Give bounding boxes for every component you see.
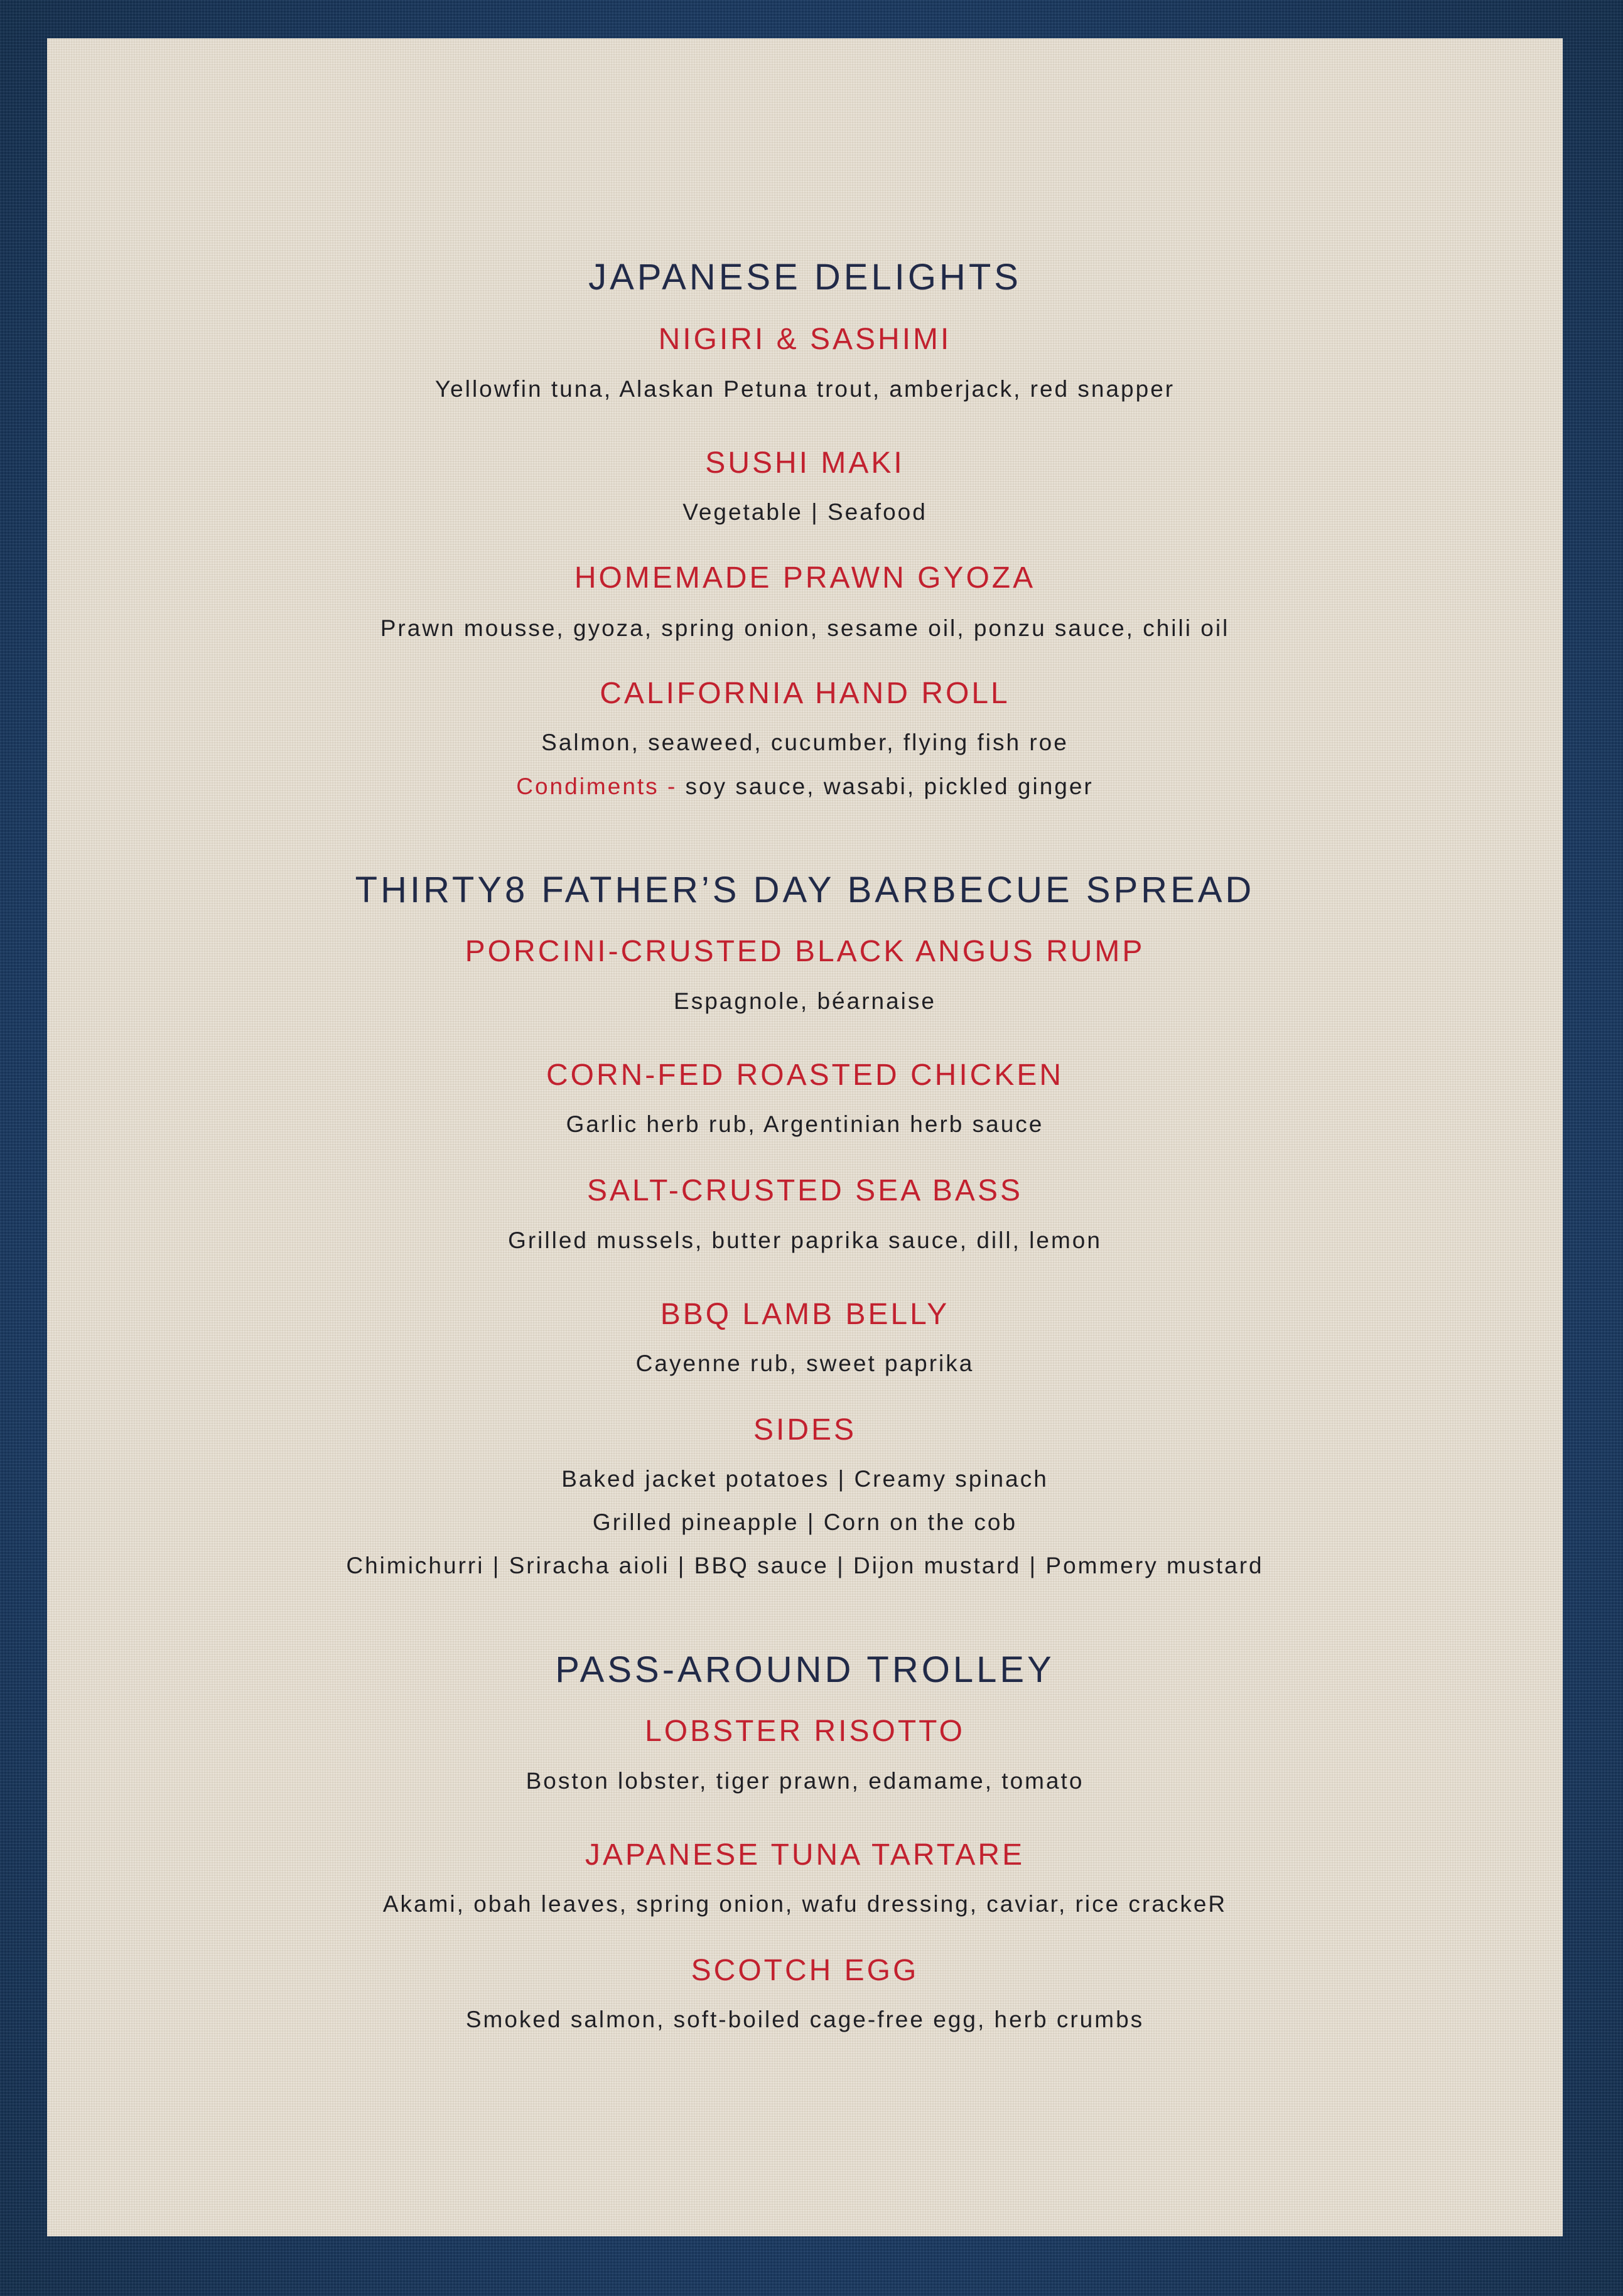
condiments-line xyxy=(47,775,1563,798)
item-desc-sides-3: Chimichurri | Sriracha aioli | BBQ sauce | Dijon mustard | Pommery mustard xyxy=(346,1553,1264,1578)
item-desc-scotch-egg: Smoked salmon, soft-boiled cage-free egg, herb crumbs xyxy=(465,2007,1145,2032)
item-desc-california-hand-roll: Salmon, seaweed, cucumber, flying fish roe xyxy=(541,730,1069,755)
item-title-roasted-chicken: CORN-FED ROASTED CHICKEN xyxy=(546,1059,1064,1092)
item-desc-lamb-belly: Cayenne rub, sweet paprika xyxy=(635,1350,974,1376)
item-title-lobster-risotto: LOBSTER RISOTTO xyxy=(645,1715,965,1748)
item-title-sushi-maki: SUSHI MAKI xyxy=(705,446,905,480)
item-desc-roasted-chicken: Garlic herb rub, Argentinian herb sauce xyxy=(566,1111,1044,1137)
item-desc-angus-rump: Espagnole, béarnaise xyxy=(674,988,936,1014)
menu-panel xyxy=(47,38,1563,2236)
item-title-sea-bass: SALT-CRUSTED SEA BASS xyxy=(587,1174,1023,1207)
item-desc-sushi-maki: Vegetable | Seafood xyxy=(682,499,927,525)
condiments-text: soy sauce, wasabi, pickled ginger xyxy=(677,773,1094,799)
condiments-label: Condiments - xyxy=(516,773,677,799)
section-title-barbecue-spread: THIRTY8 FATHER’S DAY BARBECUE SPREAD xyxy=(355,870,1255,910)
item-desc-sea-bass: Grilled mussels, butter paprika sauce, dill, lemon xyxy=(508,1227,1102,1253)
item-title-lamb-belly: BBQ LAMB BELLY xyxy=(660,1298,950,1331)
item-desc-nigiri-sashimi: Yellowfin tuna, Alaskan Petuna trout, amberjack, red snapper xyxy=(434,376,1175,402)
item-title-tuna-tartare: JAPANESE TUNA TARTARE xyxy=(585,1838,1025,1872)
item-title-california-hand-roll: CALIFORNIA HAND ROLL xyxy=(600,677,1010,710)
item-title-prawn-gyoza: HOMEMADE PRAWN GYOZA xyxy=(574,561,1036,595)
item-desc-tuna-tartare: Akami, obah leaves, spring onion, wafu dressing, caviar, rice crackeR xyxy=(382,1891,1227,1917)
item-desc-prawn-gyoza: Prawn mousse, gyoza, spring onion, sesame oil, ponzu sauce, chili oil xyxy=(380,615,1230,641)
item-title-scotch-egg: SCOTCH EGG xyxy=(691,1954,919,1987)
item-title-sides: SIDES xyxy=(753,1413,857,1447)
section-title-pass-around-trolley: PASS-AROUND TROLLEY xyxy=(555,1649,1055,1690)
item-title-angus-rump: PORCINI-CRUSTED BLACK ANGUS RUMP xyxy=(465,935,1145,968)
item-desc-sides-2: Grilled pineapple | Corn on the cob xyxy=(592,1509,1018,1535)
item-title-nigiri-sashimi: NIGIRI & SASHIMI xyxy=(658,323,952,356)
item-desc-lobster-risotto: Boston lobster, tiger prawn, edamame, tomato xyxy=(526,1768,1084,1794)
item-desc-sides-1: Baked jacket potatoes | Creamy spinach xyxy=(561,1466,1049,1492)
section-title-japanese-delights: JAPANESE DELIGHTS xyxy=(588,257,1022,298)
